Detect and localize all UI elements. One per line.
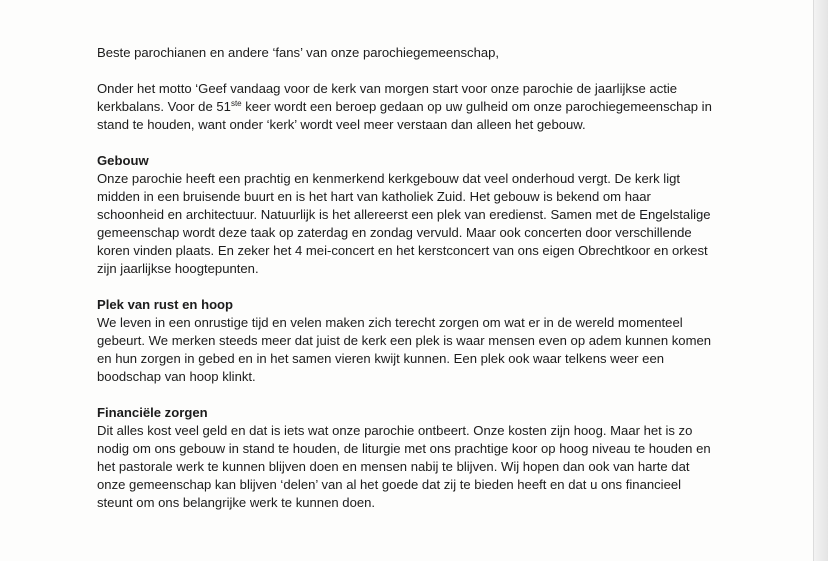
section-heading-rust-en-hoop: Plek van rust en hoop [97,297,234,312]
letter-body [97,44,717,512]
section-heading-financiele-zorgen: Financiële zorgen [97,405,208,420]
page-edge-shadow [813,0,828,561]
intro-paragraph [97,80,717,134]
section-heading-gebouw: Gebouw [97,153,149,168]
section-body-rust-en-hoop: We leven in een onrustige tijd en velen maken zich terecht zorgen om wat er in de wereld momenteel gebeurt. We merken steeds meer dat juist de kerk een plek is waar mensen even op adem kunnen komen en hun zorgen in gebed en in het samen vieren kwijt kunnen. Een plek ook waar telkens weer een boodschap van hoop klinkt. [97,315,712,384]
section-body-financiele-zorgen: Dit alles kost veel geld en dat is iets wat onze parochie ontbeert. Onze kosten zijn hoog. Maar het is zo nodig om ons gebouw in stand te houden, de liturgie met ons prachtige koor op hoog niveau te houden en het pastorale werk te kunnen blijven doen en mensen nabij te blijven. Wij hopen dan ook van harte dat onze gemeenschap kan blijven ‘delen’ van al het goede dat zij te bieden heeft en dat u ons financieel steunt om ons belangrijke werk te kunnen doen. [97,423,711,510]
intro-text-start: Onder het motto ‘Geef vandaag voor de kerk van morgen start voor onze parochie de jaarlijkse actie kerkbalans. Voor de 51 [97,81,678,114]
intro-text-end: keer wordt een beroep gedaan op uw gulheid om onze parochiegemeenschap in stand te houden, want onder ‘kerk’ wordt veel meer verstaan dan alleen het gebouw. [97,99,712,132]
paragraph-gap [97,386,717,404]
paragraph-gap [97,62,717,80]
greeting: Beste parochianen en andere ‘fans’ van onze parochiegemeenschap, [97,45,500,60]
paragraph-gap [97,278,717,296]
ordinal-superscript: ste [230,99,242,108]
section-body-gebouw: Onze parochie heeft een prachtig en kenmerkend kerkgebouw dat veel onderhoud vergt. De kerk ligt midden in een bruisende buurt en is het hart van katholiek Zuid. Het gebouw is bekend om haar schoonheid en architectuur. Natuurlijk is het allereerst een plek van eredienst. Samen met de Engelstalige gemeenschap wordt deze taak op zaterdag en zondag vervuld. Maar ook concerten door verschillende koren vinden plaats. En zeker het 4 mei-concert en het kerstconcert van ons eigen Obrechtkoor en orkest zijn jaarlijkse hoogtepunten. [97,171,711,276]
paragraph-gap [97,134,717,152]
